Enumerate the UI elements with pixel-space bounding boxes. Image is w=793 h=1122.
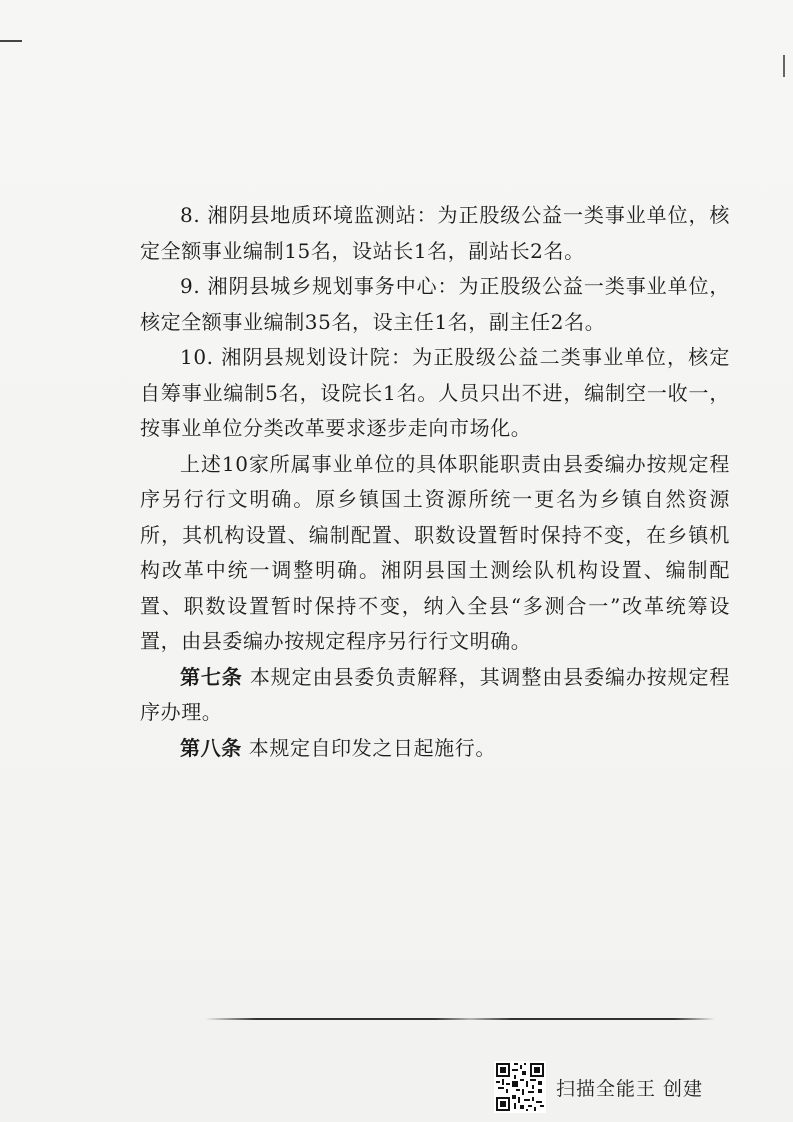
scanner-watermark bbox=[494, 1060, 703, 1114]
paragraph-text: 10. 湘阴县规划设计院：为正股级公益二类事业单位，核定自筹事业编制5名，设院长1名。人员只出不进，编制空一收一，按事业单位分类改革要求逐步走向市场化。 bbox=[140, 345, 730, 440]
paragraph-item-8 bbox=[140, 198, 730, 269]
paragraph-text: 本规定自印发之日起施行。 bbox=[248, 735, 496, 760]
qr-code-icon bbox=[494, 1061, 546, 1113]
scan-edge-mark bbox=[783, 55, 785, 77]
paragraph-item-10 bbox=[140, 340, 730, 447]
paragraph-summary bbox=[140, 447, 730, 660]
scanner-watermark-text: 扫描全能王 创建 bbox=[556, 1077, 704, 1100]
paragraph-text: 本规定由县委负责解释，其调整由县委编办按规定程序办理。 bbox=[140, 664, 730, 724]
article-heading: 第八条 bbox=[180, 735, 242, 760]
paragraph-text: 8. 湘阴县地质环境监测站：为正股级公益一类事业单位，核定全额事业编制15名，设站长1名，副站长2名。 bbox=[140, 203, 730, 263]
article-heading: 第七条 bbox=[180, 664, 243, 689]
footer-divider bbox=[205, 1018, 715, 1020]
scan-edge-mark bbox=[0, 40, 22, 42]
paragraph-item-9 bbox=[140, 269, 730, 340]
paragraph-text: 9. 湘阴县城乡规划事务中心：为正股级公益一类事业单位，核定全额事业编制35名，设主任1名，副主任2名。 bbox=[140, 274, 730, 334]
paragraph-text: 上述10家所属事业单位的具体职能职责由县委编办按规定程序另行行文明确。原乡镇国土资源所统一更名为乡镇自然资源所，其机构设置、编制配置、职数设置暂时保持不变，在乡镇机构改革中统一调整明确。湘阴县国土测绘队机构设置、编制配置、职数设置暂时保持不变，纳入全县“多测合一”改革统筹设置，由县委编办按规定程序另行行文明确。 bbox=[140, 451, 730, 653]
article-7 bbox=[140, 660, 730, 731]
document-body bbox=[140, 198, 730, 766]
article-8 bbox=[140, 731, 730, 767]
